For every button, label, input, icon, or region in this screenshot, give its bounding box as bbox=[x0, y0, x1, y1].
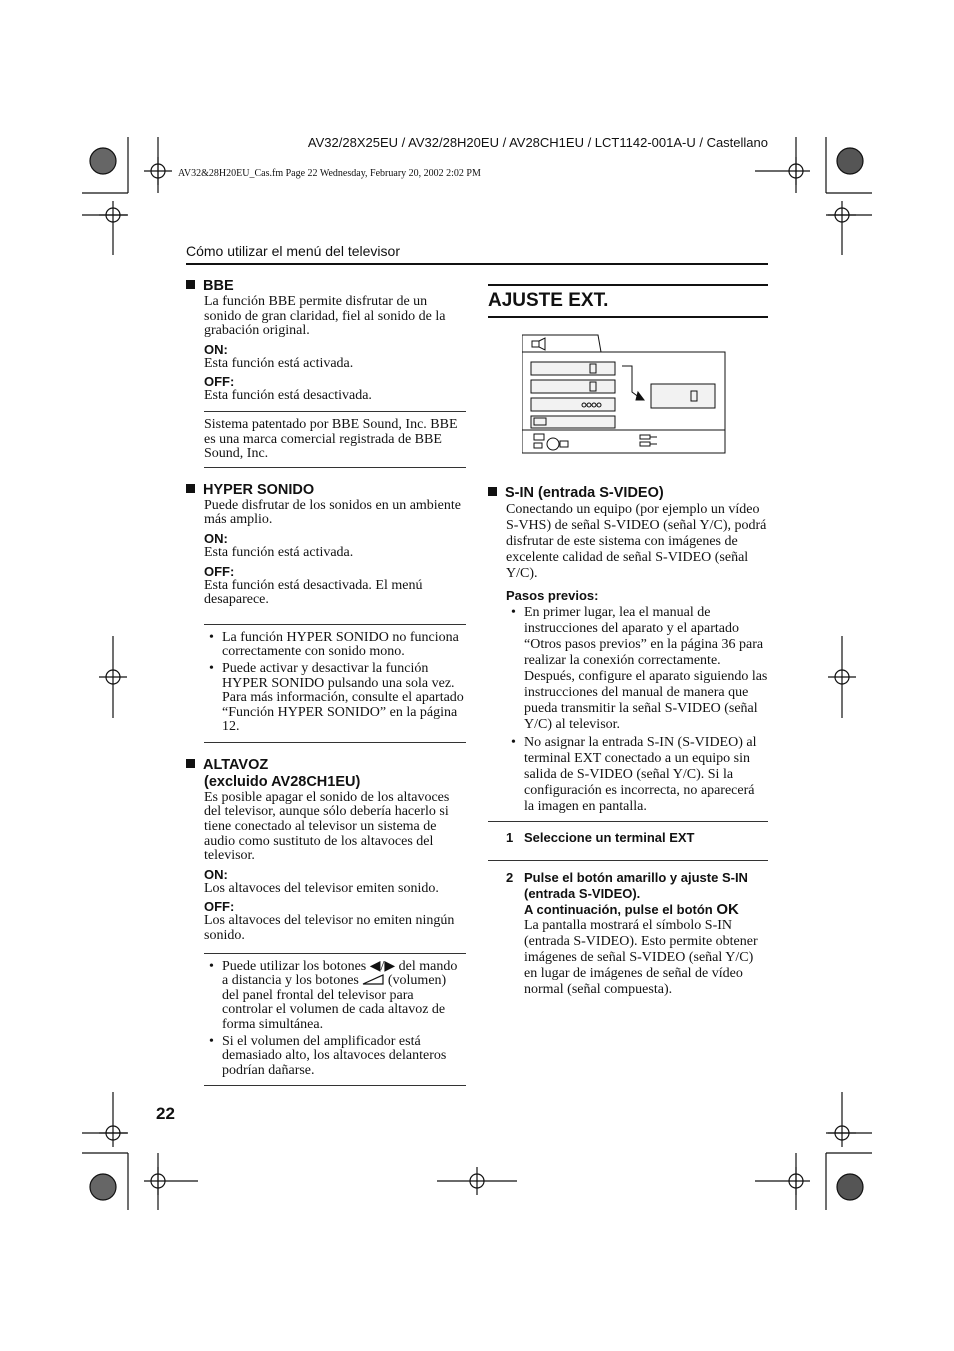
altavoz-off-text: Los altavoces del televisor no emiten ningún sonido. bbox=[204, 913, 455, 944]
bullet-square-icon bbox=[186, 759, 195, 768]
altavoz-subheading: (excluido AV28CH1EU) bbox=[204, 773, 361, 790]
bbe-note: Sistema patentado por BBE Sound, Inc. BBE es una marca comercial registrada de BBE Sound, Inc. bbox=[204, 416, 458, 462]
menu-screen-illustration bbox=[522, 334, 762, 459]
bullet-square-icon bbox=[186, 484, 195, 493]
model-line: AV32/28X25EU / AV32/28H20EU / AV28CH1EU / LCT1142-001A-U / Castellano bbox=[307, 135, 768, 150]
step-1: 1 Seleccione un terminal EXT bbox=[506, 830, 695, 845]
pasos-previos-label: Pasos previos: bbox=[506, 588, 599, 603]
right-column bbox=[488, 278, 768, 998]
left-column bbox=[186, 278, 466, 1086]
bbe-description: La función BBE permite disfrutar de un sonido de gran claridad, fiel al sonido de la grabación original. bbox=[204, 294, 446, 339]
bbe-heading: BBE bbox=[186, 278, 466, 295]
bbe-off-label: OFF: bbox=[204, 374, 235, 390]
bbe-on-label: ON: bbox=[204, 341, 228, 357]
ajuste-ext-title: AJUSTE EXT. bbox=[488, 290, 609, 311]
hyper-heading: HYPER SONIDO bbox=[186, 482, 466, 499]
altavoz-on-text: Los altavoces del televisor emiten sonido. bbox=[204, 880, 439, 896]
altavoz-heading: ALTAVOZ bbox=[186, 757, 466, 774]
hyper-note-item: • La función HYPER SONIDO no funciona correctamente con sonido mono. bbox=[204, 631, 466, 660]
altavoz-on-label: ON: bbox=[204, 866, 228, 882]
hyper-on-text: Esta función está activada. bbox=[204, 544, 354, 560]
hyper-note-box bbox=[204, 624, 466, 743]
bbe-on-text: Esta función está activada. bbox=[204, 355, 354, 371]
header-rule bbox=[186, 263, 768, 265]
ok-button-label: OK bbox=[716, 901, 739, 918]
step-1-box bbox=[488, 821, 768, 846]
ajuste-ext-title-box bbox=[488, 284, 768, 318]
step-2: 2 Pulse el botón amarillo y ajuste S-IN (entrada S-VIDEO). A continuación, pulse el botón OK bbox=[506, 870, 748, 918]
page-number: 22 bbox=[156, 1104, 175, 1123]
hyper-note-item: • Puede activar y desactivar la función HYPER SONIDO pulsando una sola vez. Para más información, consulte el apartado “Función HYPER SONIDO” en la página 12. bbox=[204, 662, 466, 735]
sin-heading: S-IN (entrada S-VIDEO) bbox=[488, 485, 768, 502]
hyper-off-label: OFF: bbox=[204, 563, 235, 579]
volume-icon bbox=[362, 974, 384, 985]
hyper-description: Puede disfrutar de los sonidos en un ambiente más amplio. bbox=[204, 497, 462, 528]
bbe-note-box bbox=[204, 411, 466, 468]
hyper-on-label: ON: bbox=[204, 530, 228, 546]
section-title: Cómo utilizar el menú del televisor bbox=[186, 243, 400, 259]
altavoz-note-item: • Si el volumen del amplificador está demasiado alto, los altavoces delanteros podrían dañarse. bbox=[204, 1035, 466, 1079]
hyper-off-text: Esta función está desactivada. El menú desaparece. bbox=[204, 577, 423, 608]
step-2-text: La pantalla mostrará el símbolo S-IN (entrada S-VIDEO). Esto permite obtener imágenes de señal S-VIDEO (señal Y/C) en lugar de imágenes de señal de vídeo normal (señal compuesta). bbox=[524, 918, 758, 997]
file-info-line: AV32&28H20EU_Cas.fm Page 22 Wednesday, February 20, 2002 2:02 PM bbox=[178, 168, 481, 179]
altavoz-off-label: OFF: bbox=[204, 899, 235, 915]
altavoz-note-box bbox=[204, 953, 466, 1087]
sin-description: Conectando un equipo (por ejemplo un vídeo S-VHS) de señal S-VIDEO (señal Y/C), podrá disfrutar de este sistema con imágenes de excelente calidad de señal S-VIDEO (señal Y/C). bbox=[506, 502, 767, 581]
bbe-off-text: Esta función está desactivada. bbox=[204, 388, 372, 404]
altavoz-note-item: • Puede utilizar los botones ◀/▶ del mando a distancia y los botones (volumen) del panel frontal del televisor para controlar el volumen de cada altavoz de forma simultánea. bbox=[204, 960, 466, 1033]
altavoz-description: Es posible apagar el sonido de los altavoces del televisor, aunque sólo debería hacerlo si tiene conectado al televisor un sistema de audio como sustituto de los altavoces del televisor. bbox=[204, 789, 450, 864]
step-2-box bbox=[488, 860, 768, 998]
bullet-square-icon bbox=[488, 487, 497, 496]
pasos-item: • No asignar la entrada S-IN (S-VIDEO) al terminal EXT conectado a un equipo sin salida de S-VIDEO (señal Y/C). Si la configuración es incorrecta, no aparecerá la imagen en pantalla. bbox=[506, 735, 768, 815]
pasos-item: • En primer lugar, lea el manual de instrucciones del aparato y el apartado “Otros pasos previos” en la página 36 para realizar la conexión correctamente. Después, configure el aparato siguiendo las instrucciones del manual de manera que pueda transmitir la señal S-VIDEO (señal Y/C) al televisor. bbox=[506, 605, 768, 733]
bullet-square-icon bbox=[186, 280, 195, 289]
